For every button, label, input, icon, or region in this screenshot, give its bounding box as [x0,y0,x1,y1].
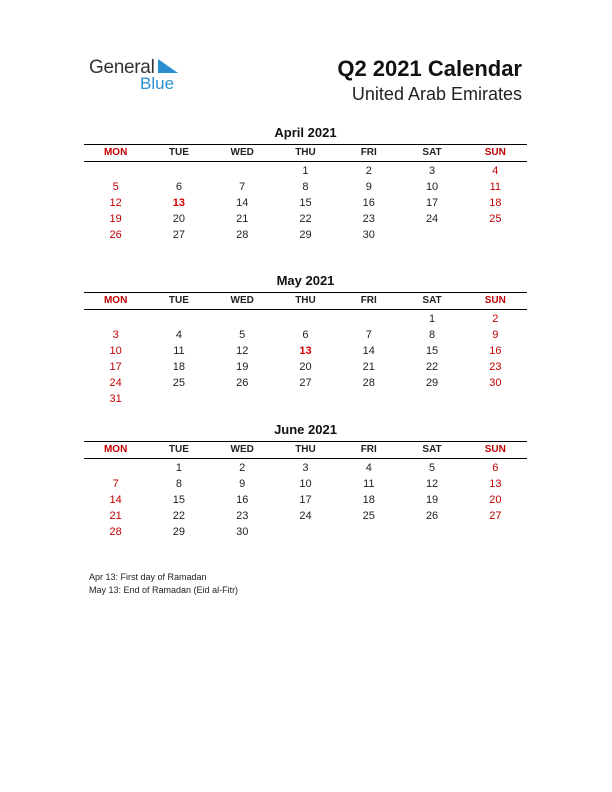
weekday-label-thu: THU [295,444,316,455]
weekday-label-wed: WED [230,147,254,158]
flag-icon [158,59,178,73]
day-cell: 1 [429,313,436,325]
day-cell: 11 [173,345,185,357]
day-cell: 21 [109,510,122,522]
weekday-header [84,144,527,162]
day-cell: 21 [362,361,375,373]
day-cell: 1 [302,165,309,177]
empty-day-cell [147,311,210,327]
empty-day-cell [84,163,147,179]
day-cell: 6 [175,181,182,193]
day-cell: 27 [489,510,502,522]
day-cell: 26 [236,377,249,389]
day-cell: 16 [236,494,249,506]
empty-day-cell [84,460,147,476]
holiday-day-cell: 13 [299,345,312,357]
month-block-june [84,422,527,540]
weekday-label-tue: TUE [168,147,189,158]
day-grid [84,311,527,407]
holiday-notes [89,571,238,597]
day-cell: 24 [299,510,312,522]
page-subtitle: United Arab Emirates [351,84,522,104]
weekday-label-thu: THU [295,147,316,158]
day-cell: 8 [175,478,182,490]
empty-day-cell [211,163,274,179]
day-cell: 9 [365,181,372,193]
weekday-label-wed: WED [230,295,254,306]
day-cell: 29 [299,229,312,241]
weekday-header [84,441,527,459]
page-title: Q2 2021 Calendar [337,56,522,81]
weekday-label-tue: TUE [168,444,189,455]
day-cell: 10 [425,181,439,193]
weekday-label-fri: FRI [360,444,377,455]
weekday-label-mon: MON [103,444,128,455]
holiday-day-cell: 13 [172,197,186,209]
day-cell: 15 [425,345,439,357]
day-cell: 2 [492,313,499,325]
day-cell: 9 [492,329,499,341]
day-cell: 30 [236,526,249,538]
day-cell: 23 [489,361,502,373]
day-cell: 29 [172,526,186,538]
day-cell: 23 [236,510,249,522]
day-cell: 20 [172,213,186,225]
day-cell: 28 [362,377,375,389]
day-cell: 27 [299,377,312,389]
day-cell: 25 [172,377,186,389]
empty-day-cell [337,311,400,327]
day-cell: 27 [172,229,186,241]
day-cell: 30 [362,229,375,241]
day-cell: 26 [425,510,439,522]
day-cell: 7 [239,181,246,193]
day-cell: 21 [236,213,249,225]
day-cell: 25 [489,213,502,225]
day-cell: 19 [236,361,249,373]
weekday-label-fri: FRI [360,295,377,306]
day-cell: 25 [362,510,375,522]
day-cell: 10 [299,478,312,490]
day-cell: 14 [362,345,375,357]
day-cell: 3 [112,329,119,341]
day-cell: 4 [492,165,499,177]
holiday-note: Apr 13: First day of Ramadan [89,572,207,582]
day-cell: 2 [365,165,372,177]
day-cell: 14 [109,494,122,506]
day-cell: 12 [236,345,249,357]
day-cell: 22 [425,361,439,373]
day-cell: 28 [109,526,122,538]
weekday-label-tue: TUE [168,295,189,306]
day-cell: 7 [365,329,372,341]
weekday-label-mon: MON [103,147,128,158]
day-cell: 24 [109,377,122,389]
day-cell: 22 [299,213,312,225]
day-cell: 28 [236,229,249,241]
day-cell: 1 [175,462,182,474]
logo-text-blue: Blue [140,74,175,93]
logo [89,56,189,96]
empty-day-cell [211,311,274,327]
day-cell: 4 [365,462,372,474]
day-cell: 17 [109,361,122,373]
weekday-label-sun: SUN [484,295,506,306]
weekday-header [84,292,527,310]
month-block-may [84,273,527,407]
day-cell: 16 [489,345,502,357]
month-block-april [84,125,527,243]
weekday-label-sat: SAT [422,147,442,158]
weekday-label-mon: MON [103,295,128,306]
day-cell: 7 [112,478,119,490]
day-cell: 31 [109,393,122,405]
month-title: May 2021 [276,273,335,288]
day-cell: 23 [362,213,375,225]
weekday-label-sat: SAT [422,444,442,455]
holiday-note: May 13: End of Ramadan (Eid al-Fitr) [89,585,239,595]
day-cell: 14 [236,197,249,209]
day-cell: 5 [239,329,246,341]
logo-text-general: General [89,57,155,78]
day-cell: 6 [302,329,309,341]
day-cell: 13 [489,478,502,490]
day-cell: 11 [489,181,502,193]
day-cell: 29 [425,377,439,389]
month-title: June 2021 [274,422,337,437]
weekday-label-fri: FRI [360,147,377,158]
day-cell: 2 [239,462,246,474]
day-cell: 12 [425,478,439,490]
day-cell: 18 [489,197,502,209]
day-cell: 5 [429,462,436,474]
day-cell: 5 [112,181,119,193]
day-grid [84,163,527,243]
day-cell: 18 [172,361,186,373]
day-cell: 11 [363,478,375,490]
weekday-label-sun: SUN [484,444,506,455]
weekday-label-sun: SUN [484,147,506,158]
day-cell: 20 [489,494,502,506]
day-cell: 17 [425,197,439,209]
day-cell: 3 [302,462,309,474]
day-cell: 8 [302,181,309,193]
day-cell: 26 [109,229,122,241]
day-cell: 9 [239,478,246,490]
month-title: April 2021 [274,125,337,140]
day-cell: 30 [489,377,502,389]
day-cell: 19 [425,494,439,506]
empty-day-cell [274,311,337,327]
weekday-label-thu: THU [295,295,316,306]
day-cell: 15 [299,197,312,209]
day-cell: 3 [429,165,436,177]
day-cell: 8 [429,329,436,341]
day-cell: 19 [109,213,122,225]
day-grid [84,460,527,540]
day-cell: 16 [362,197,375,209]
day-cell: 18 [362,494,375,506]
day-cell: 12 [109,197,122,209]
day-cell: 10 [109,345,122,357]
weekday-label-sat: SAT [422,295,442,306]
day-cell: 4 [175,329,182,341]
day-cell: 6 [492,462,499,474]
day-cell: 15 [172,494,186,506]
empty-day-cell [84,311,147,327]
day-cell: 20 [299,361,312,373]
weekday-label-wed: WED [230,444,254,455]
day-cell: 17 [299,494,312,506]
day-cell: 22 [172,510,186,522]
day-cell: 24 [425,213,439,225]
empty-day-cell [147,163,210,179]
